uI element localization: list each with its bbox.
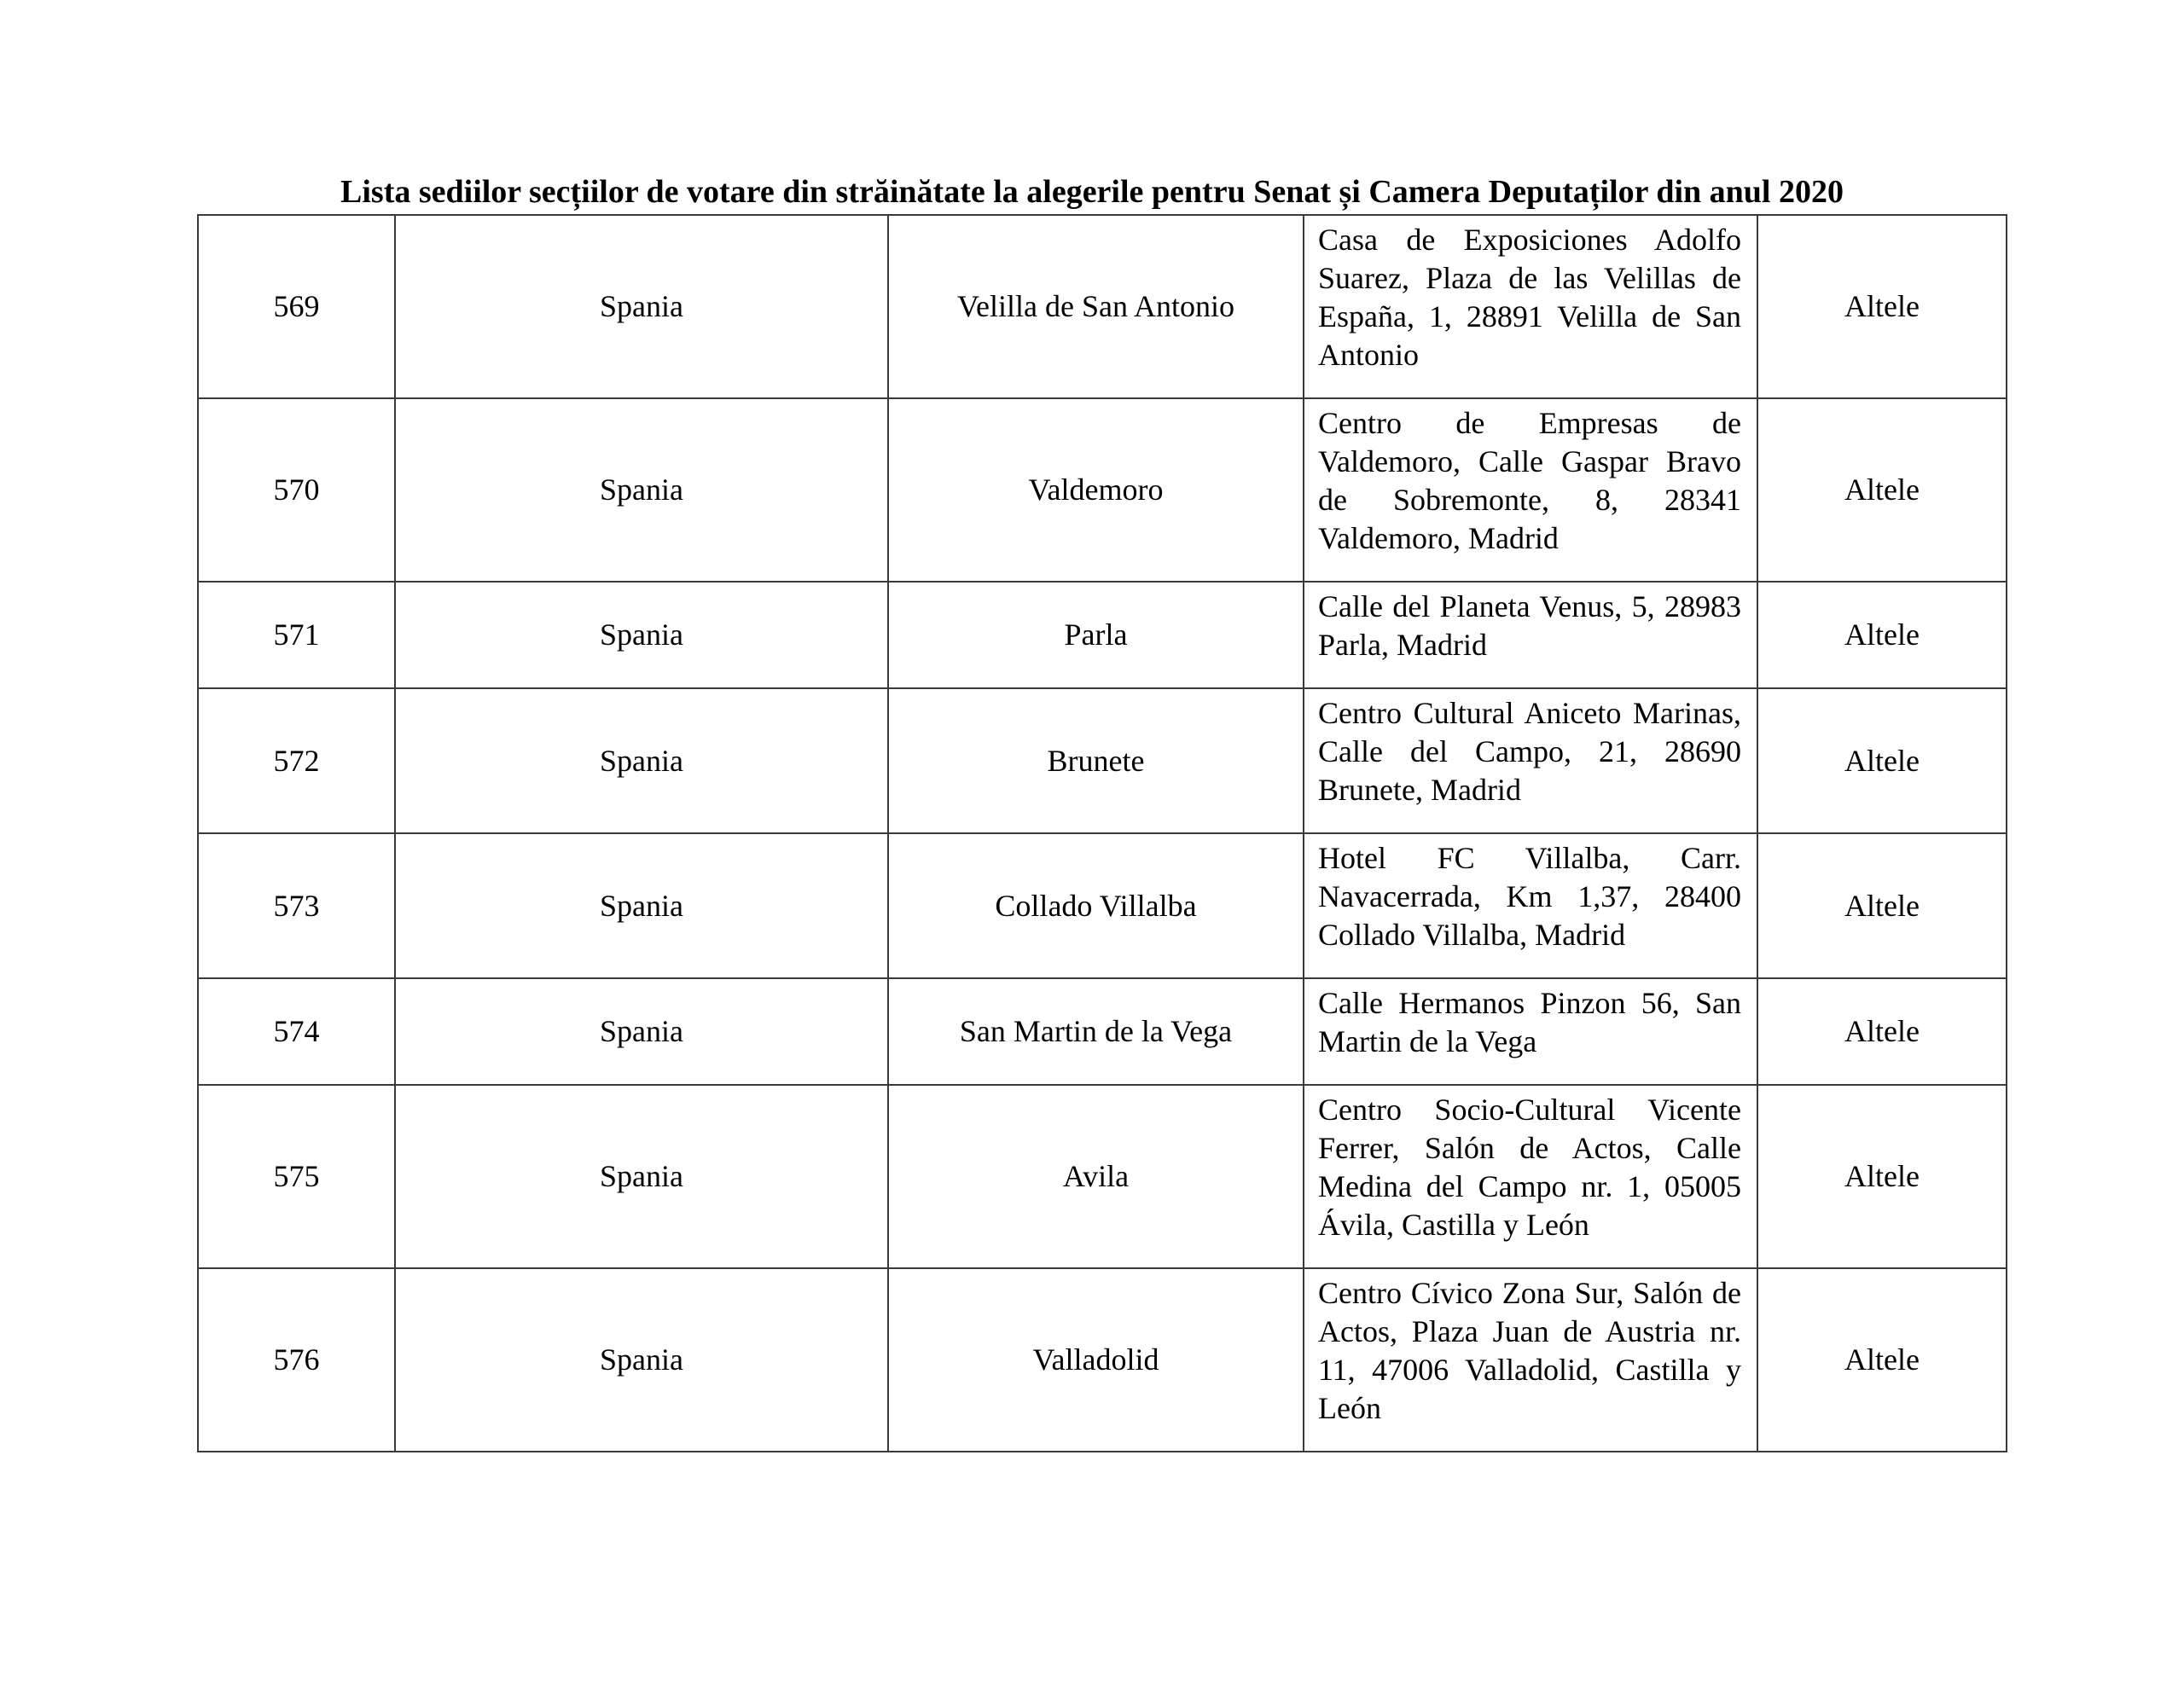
address-cell: Centro Cultural Aniceto Marinas, Calle del Campo, 21, 28690 Brunete, Madrid bbox=[1304, 688, 1757, 833]
locality-cell: Parla bbox=[888, 582, 1304, 688]
section-number-cell: 569 bbox=[198, 215, 395, 398]
locality-cell: Collado Villalba bbox=[888, 833, 1304, 978]
table-row bbox=[198, 582, 2007, 688]
country-cell: Spania bbox=[395, 688, 888, 833]
type-cell: Altele bbox=[1757, 398, 2007, 582]
table-row bbox=[198, 215, 2007, 398]
locality-cell: Valdemoro bbox=[888, 398, 1304, 582]
locality-cell: Velilla de San Antonio bbox=[888, 215, 1304, 398]
country-cell: Spania bbox=[395, 582, 888, 688]
address-cell: Calle Hermanos Pinzon 56, San Martin de la Vega bbox=[1304, 978, 1757, 1085]
country-cell: Spania bbox=[395, 215, 888, 398]
type-cell: Altele bbox=[1757, 688, 2007, 833]
table-row bbox=[198, 398, 2007, 582]
polling-stations-table bbox=[197, 214, 2007, 1452]
address-cell: Casa de Exposiciones Adolfo Suarez, Plaza de las Velillas de España, 1, 28891 Velilla de San Antonio bbox=[1304, 215, 1757, 398]
type-cell: Altele bbox=[1757, 978, 2007, 1085]
table-row bbox=[198, 688, 2007, 833]
type-cell: Altele bbox=[1757, 215, 2007, 398]
section-number-cell: 573 bbox=[198, 833, 395, 978]
address-cell: Centro Socio-Cultural Vicente Ferrer, Salón de Actos, Calle Medina del Campo nr. 1, 05005 Ávila, Castilla y León bbox=[1304, 1085, 1757, 1268]
type-cell: Altele bbox=[1757, 833, 2007, 978]
section-number-cell: 574 bbox=[198, 978, 395, 1085]
country-cell: Spania bbox=[395, 978, 888, 1085]
table-row bbox=[198, 833, 2007, 978]
type-cell: Altele bbox=[1757, 1085, 2007, 1268]
address-cell: Hotel FC Villalba, Carr. Navacerrada, Km 1,37, 28400 Collado Villalba, Madrid bbox=[1304, 833, 1757, 978]
section-number-cell: 571 bbox=[198, 582, 395, 688]
country-cell: Spania bbox=[395, 1085, 888, 1268]
locality-cell: San Martin de la Vega bbox=[888, 978, 1304, 1085]
country-cell: Spania bbox=[395, 398, 888, 582]
section-number-cell: 570 bbox=[198, 398, 395, 582]
type-cell: Altele bbox=[1757, 582, 2007, 688]
section-number-cell: 575 bbox=[198, 1085, 395, 1268]
type-cell: Altele bbox=[1757, 1268, 2007, 1452]
document-title: Lista sediilor secțiilor de votare din străinătate la alegerile pentru Senat și Camera Deputaților din anul 2020 bbox=[340, 174, 1844, 210]
table-row bbox=[198, 1085, 2007, 1268]
table-row bbox=[198, 1268, 2007, 1452]
section-number-cell: 576 bbox=[198, 1268, 395, 1452]
locality-cell: Brunete bbox=[888, 688, 1304, 833]
country-cell: Spania bbox=[395, 833, 888, 978]
locality-cell: Valladolid bbox=[888, 1268, 1304, 1452]
section-number-cell: 572 bbox=[198, 688, 395, 833]
country-cell: Spania bbox=[395, 1268, 888, 1452]
address-cell: Calle del Planeta Venus, 5, 28983 Parla, Madrid bbox=[1304, 582, 1757, 688]
table-row bbox=[198, 978, 2007, 1085]
address-cell: Centro Cívico Zona Sur, Salón de Actos, Plaza Juan de Austria nr. 11, 47006 Valladolid, Castilla y León bbox=[1304, 1268, 1757, 1452]
address-cell: Centro de Empresas de Valdemoro, Calle Gaspar Bravo de Sobremonte, 8, 28341 Valdemoro, Madrid bbox=[1304, 398, 1757, 582]
locality-cell: Avila bbox=[888, 1085, 1304, 1268]
